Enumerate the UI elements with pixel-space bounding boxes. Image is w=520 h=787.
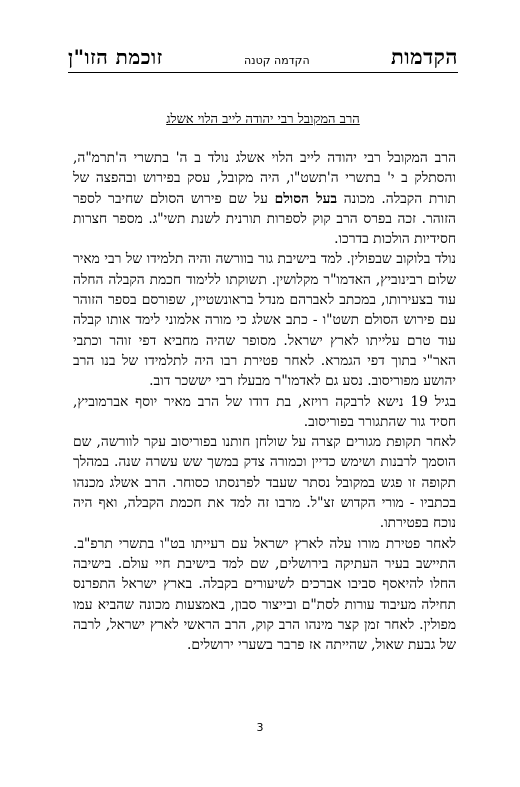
bold-term: בעל הסולם <box>274 190 338 207</box>
page-number: 3 <box>256 721 264 734</box>
body-paragraph <box>73 432 456 533</box>
body-paragraph <box>73 148 456 249</box>
chapter-title: הרב המקובל רבי יהודה לייב הלוי אשלג <box>166 112 360 127</box>
text-run: על שם פירוש הסולם שחיבר לספר הזוהר. זכה בפרס הרב קוק לספרות תורנית לשנת תשי"ג. מספר חצרות חסידיות הולכות בדרכו. <box>73 190 456 248</box>
text-run: לאחר תקופת מגורים קצרה על שולחן חותנו בפוריסוב עקר לוורשה, שם הוסמך לרבנות ושימש כדיין וכמורה צדק במשך שש עשרה שנה. במהלך תקופה זו פגש במקובל נסתר שעבד לפרנסתו כסוחר. הרב אשלג מכנהו בכתביו - מורי הקדוש זצ"ל. מרבו זה למד את חכמת הקבלה, ואף היה נוכח בפטירתו. <box>73 434 456 532</box>
running-header <box>68 42 458 73</box>
text-run: הרב המקובל רבי יהודה לייב הלוי אשלג נולד ב ה' בתשרי ה'תרמ"ה, והסתלק ב י' בתשרי ה'תשט"ו, היה מקובל, עסק בפירוש ובהפצה של תורת הקבלה. מכונה <box>73 150 456 207</box>
body-text <box>73 148 456 655</box>
text-run: בגיל 19 נישא לרבקה רויזא, בת דודו של הרב מאיר יוסף אברמוביץ, חסיד גור שהתגורר בפוריסוב. <box>73 393 456 430</box>
header-book-title: זוכמת הזו"ן <box>68 45 163 69</box>
body-paragraph <box>73 534 456 656</box>
body-paragraph <box>73 249 456 391</box>
text-run: נולד בלוקוב שבפולין. למד בישיבת גור בוורשה והיה תלמידו של רבי מאיר שלום רבינוביץ, האדמו"ר מקלושין. תשוקתו ללימוד חכמת הקבלה החלה עוד בצעירותו, במכתב לאברהם מנדל בראונשטיין, שפורסם בספר הזוהר עם פירוש הסולם תשט"ו - כתב אשלג כי מורה אלמוני לימד אותו קבלה עוד טרם עלייתו לארץ ישראל. מסופר שהיה מחביא דפי זוהר וכתבי האר"י בתוך דפי הגמרא. לאחר פטירת רבו היה לתלמידו של בנו הרב יהושע מפוריסוב. נסע גם לאדמו"ר מבעלז רבי יששכר דוב. <box>73 251 456 390</box>
header-subsection-title: הקדמה קטנה <box>243 54 310 67</box>
text-run: לאחר פטירת מורו עלה לארץ ישראל עם רעייתו בט"ו בתשרי תרפ"ב. התיישב בעיר העתיקה בירושלים, שם למד בישיבת חיי עולם. בישיבה החלו להיאסף סביבו אברכים לשיעורים בקבלה. בארץ ישראל התפרנס תחילה מעיבוד עורות לסת"ם ובייצור סבון, באמצעות מכונה שהביא עמו מפולין. לאחר זמן קצר מינהו הרב קוק, הרב הראשי לארץ ישראל, לרבה של גבעת שאול, שהייתה אז פרבר בשערי ירושלים. <box>73 535 456 654</box>
header-section-title: הקדמות <box>390 44 458 69</box>
body-paragraph <box>73 392 456 433</box>
